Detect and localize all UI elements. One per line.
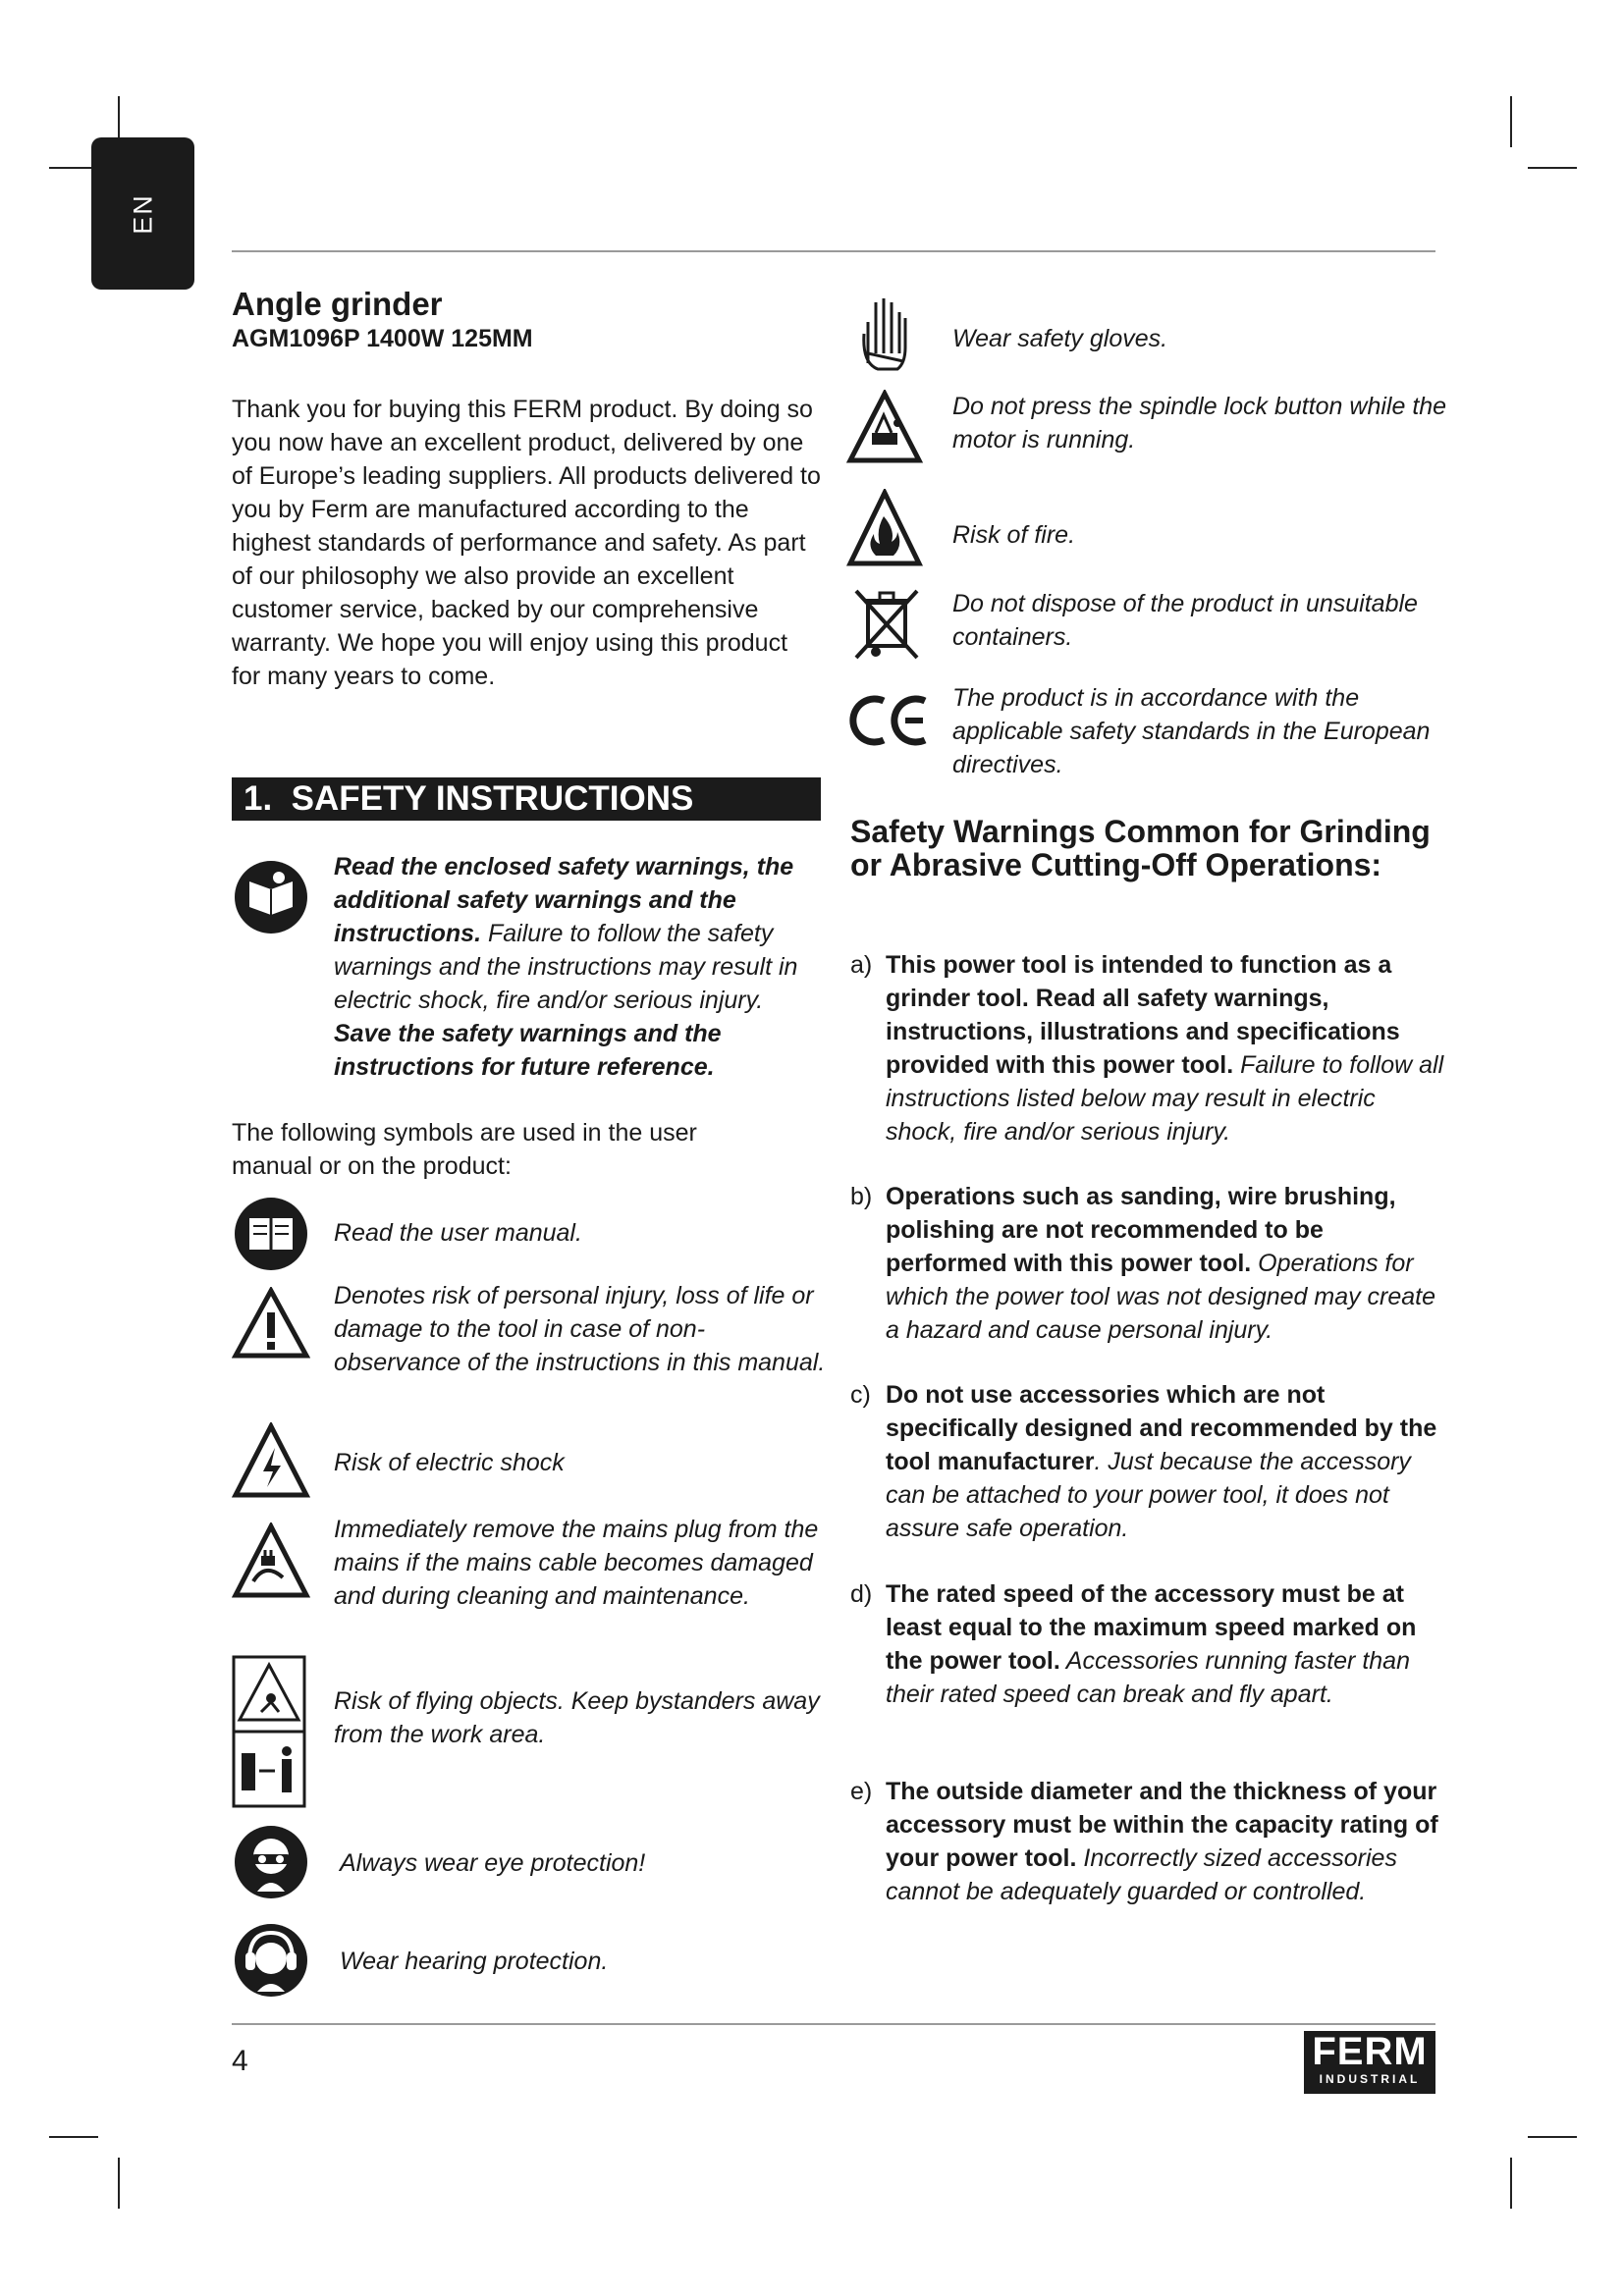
symbol-row-spindle [846,390,1455,468]
page-title: Angle grinder [232,286,443,322]
symbol-text: Do not dispose of the product in unsuitable containers. [952,590,1418,651]
warning-item-e [850,1775,1449,1908]
item-label: a) [850,951,873,979]
symbol-text: Risk of flying objects. Keep bystanders away from the work area. [334,1687,820,1748]
symbol-text: Immediately remove the mains plug from the mains if the mains cable becomes damaged and during cleaning and maintenance. [334,1516,819,1610]
item-text: . Just because the accessory can be attached to your power tool, it does not assure safe operation. [886,1448,1411,1542]
symbol-text: Denotes risk of personal injury, loss of life or damage to the tool in case of non-observance of the instructions in this manual. [334,1282,826,1376]
item-text: Accessories running faster than their rated speed can break and fly apart. [886,1647,1410,1708]
symbol-row-eye [232,1823,831,1901]
section-title: SAFETY INSTRUCTIONS [291,779,694,818]
header-rule [232,250,1435,252]
section-heading [232,777,821,821]
symbol-row-disposal [846,587,1455,666]
eye-protection-icon [232,1823,310,1901]
read-manual-icon [232,858,310,936]
item-bold: This power tool is intended to function as a grinder tool. Read all safety warnings, instructions, illustrations and specifications provided with this power tool. [886,951,1400,1079]
item-bold: Operations such as sanding, wire brushing, polishing are not recommended to be performed with this power tool. [886,1183,1396,1277]
logo-sub: INDUSTRIAL [1319,2072,1421,2086]
item-label: c) [850,1381,871,1409]
unplug-icon [232,1522,310,1599]
crop-mark [118,2158,120,2209]
hearing-protection-icon [232,1921,310,2000]
symbol-row-flying [232,1655,831,1812]
model-number: AGM1096P 1400W 125MM [232,325,533,352]
read-warning-text: Failure to follow the safety warnings and the instructions may result in electric shock, fire and/or serious injury. [334,920,798,1014]
ce-mark-icon [846,691,931,750]
symbol-row-warning [232,1279,831,1416]
symbol-row-ce [846,681,1455,789]
item-label: b) [850,1183,873,1210]
spindle-lock-icon [846,390,923,464]
read-warning-bold: Read the enclosed safety warnings, the additional safety warnings and the instructions. [334,853,794,947]
crop-mark [49,2136,98,2138]
language-tab-label: EN [128,192,157,235]
electric-shock-icon [232,1422,310,1499]
warning-item-b [850,1180,1449,1347]
symbol-row-fire [846,489,1455,567]
warning-item-a [850,948,1449,1148]
flying-objects-icon [232,1655,306,1808]
symbol-text: Read the user manual. [334,1219,582,1247]
item-text: Incorrectly sized accessories cannot be adequately guarded or controlled. [886,1844,1397,1905]
grinding-heading: Safety Warnings Common for Grinding or Abrasive Cutting-Off Operations: [850,814,1431,882]
symbols-intro: The following symbols are used in the user manual or on the product: [232,1119,697,1180]
symbol-text: Wear safety gloves. [952,325,1168,352]
symbol-text: Risk of electric shock [334,1449,565,1476]
read-warning [232,850,821,1084]
manual-icon [232,1195,310,1273]
item-bold: The rated speed of the accessory must be at least equal to the maximum speed marked on the power tool. [886,1580,1417,1675]
gloves-icon [856,294,911,373]
item-label: d) [850,1580,873,1608]
language-tab [91,137,194,290]
read-warning-save: Save the safety warnings and the instructions for future reference. [334,1020,722,1081]
crossed-bin-icon [852,587,921,662]
warning-item-c [850,1378,1449,1545]
crop-mark [1528,2136,1577,2138]
crop-mark [1510,2158,1512,2209]
symbol-text: Always wear eye protection! [340,1849,646,1877]
symbol-text: Risk of fire. [952,521,1076,549]
item-bold: Do not use accessories which are not specifically designed and recommended by the tool manufacturer [886,1381,1437,1475]
item-label: e) [850,1778,873,1805]
symbol-row-hearing [232,1921,831,2000]
item-bold: The outside diameter and the thickness of your accessory must be within the capacity rating of your power tool. [886,1778,1438,1872]
symbol-text: Wear hearing protection. [340,1948,609,1975]
symbol-row-manual [232,1195,831,1273]
crop-mark [1510,96,1512,147]
symbol-text: The product is in accordance with the applicable safety standards in the European directives. [952,684,1431,778]
symbol-row-unplug [232,1513,831,1650]
intro-paragraph: Thank you for buying this FERM product. By doing so you now have an excellent product, delivered by one of Europe’s leading suppliers. All products delivered to you by Ferm are manufactured according to the highest standards of performance and safety. As part of our philosophy we also provide an excellent customer service, backed by our comprehensive warranty. We hope you will enjoy using this product for many years to come. [232,396,821,690]
intro-block [232,285,821,693]
item-text: Failure to follow all instructions listed below may result in electric shock, fire and/or serious injury. [886,1051,1444,1146]
footer-rule [232,2023,1435,2025]
fire-icon [846,489,923,567]
page-number: 4 [232,2045,248,2077]
symbol-row-electric [232,1422,831,1501]
warning-item-d [850,1577,1449,1711]
ferm-logo [1304,2031,1435,2094]
section-number: 1. [244,779,273,818]
symbol-text: Do not press the spindle lock button while the motor is running. [952,393,1447,454]
symbol-row-gloves [846,294,1455,373]
item-text: Operations for which the power tool was not designed may create a hazard and cause personal injury. [886,1250,1436,1344]
warning-icon [232,1287,310,1360]
crop-mark [1528,167,1577,169]
logo-main: FERM [1312,2030,1428,2073]
